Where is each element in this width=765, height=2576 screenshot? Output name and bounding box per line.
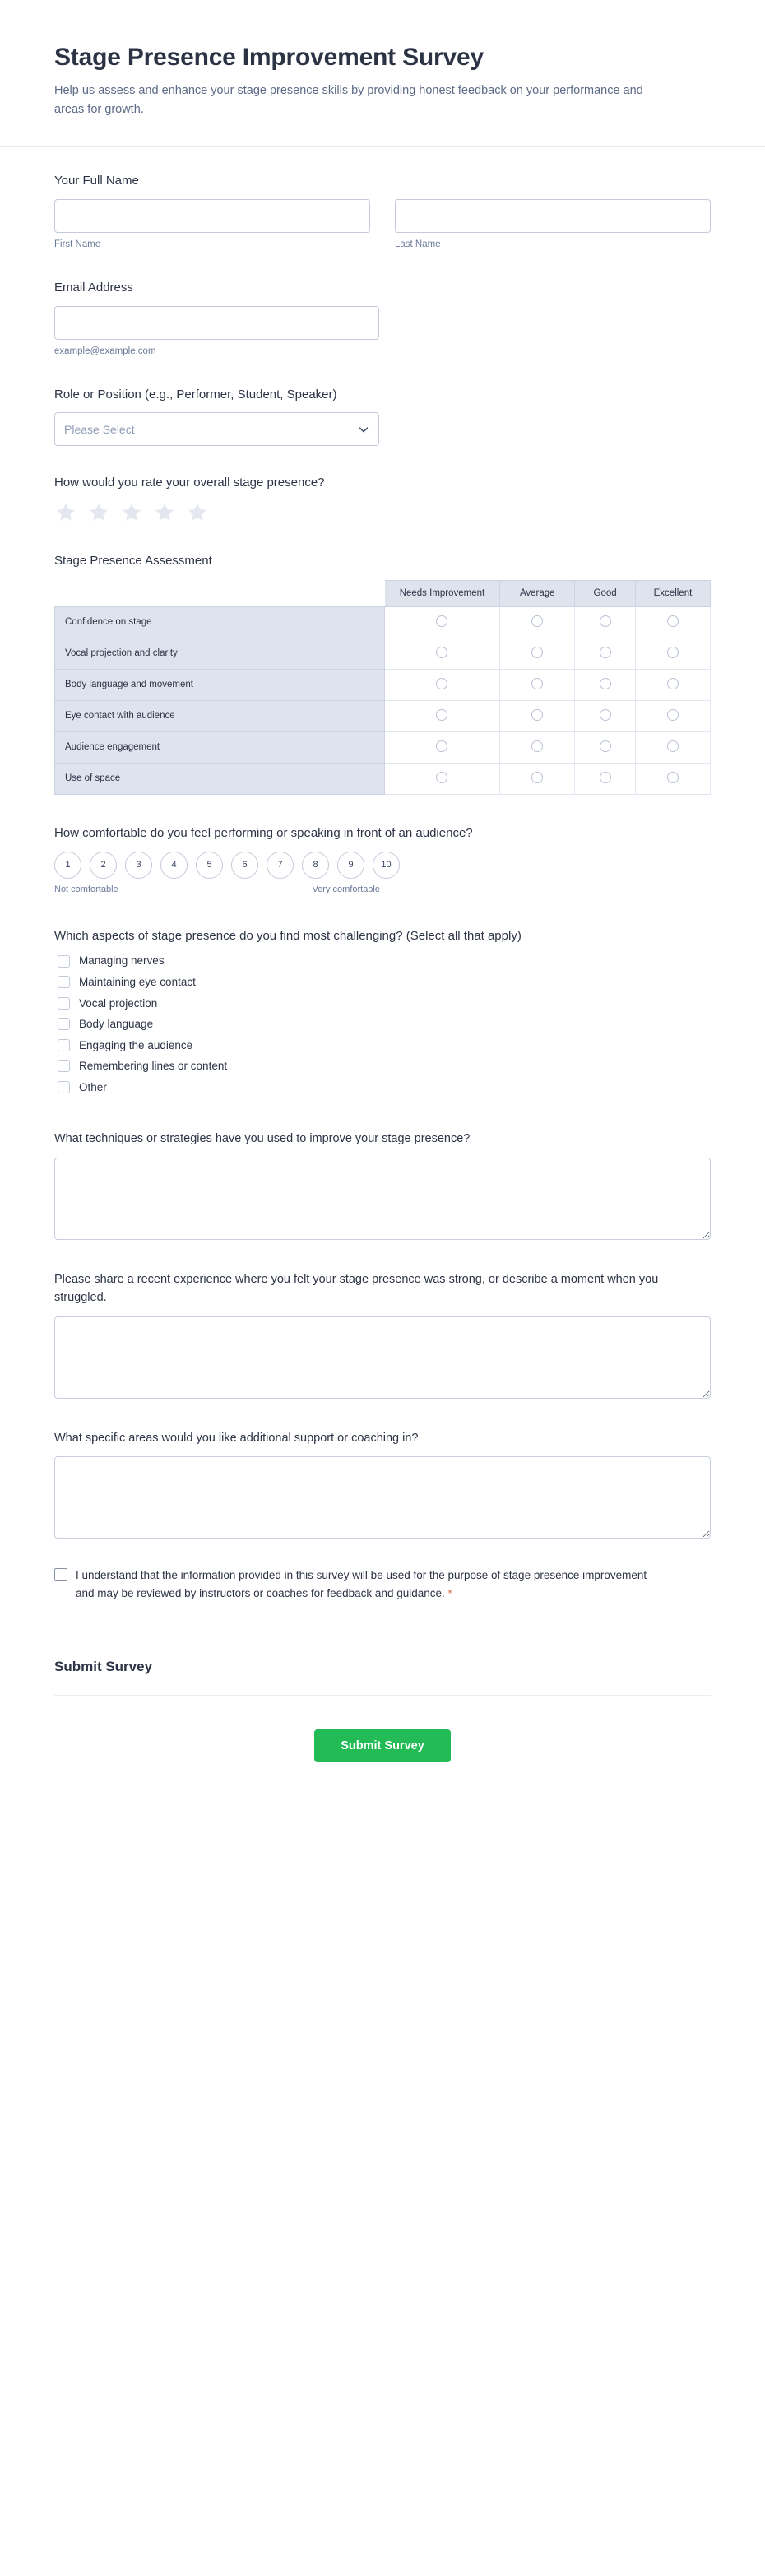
radio-button[interactable]: [531, 709, 543, 721]
field-role: [54, 386, 711, 447]
matrix-cell[interactable]: [575, 701, 636, 732]
techniques-textarea[interactable]: [54, 1158, 711, 1240]
matrix-cell[interactable]: [636, 732, 711, 764]
matrix-row-label: Confidence on stage: [54, 606, 385, 638]
checkbox[interactable]: [58, 1060, 70, 1072]
first-name-sublabel: First Name: [54, 239, 101, 250]
matrix-cell[interactable]: [500, 670, 575, 701]
matrix-column-header: Average: [500, 580, 575, 606]
radio-button[interactable]: [667, 709, 679, 721]
scale-high-label: Very comfortable: [312, 884, 380, 894]
submit-survey-button[interactable]: Submit Survey: [314, 1729, 451, 1762]
checkbox[interactable]: [58, 1081, 70, 1093]
star-icon[interactable]: [153, 501, 176, 524]
first-name-input[interactable]: [54, 199, 370, 233]
table-row: [54, 670, 711, 701]
matrix-cell[interactable]: [575, 670, 636, 701]
matrix-cell[interactable]: [500, 638, 575, 670]
name-row: [54, 199, 711, 251]
radio-button[interactable]: [531, 615, 543, 627]
matrix-cell[interactable]: [385, 638, 501, 670]
field-consent[interactable]: [54, 1566, 663, 1603]
star-icon[interactable]: [54, 501, 77, 524]
role-select-wrap[interactable]: [54, 412, 379, 446]
support-areas-label: What specific areas would you like additional support or coaching in?: [54, 1431, 419, 1445]
table-header-row: [54, 580, 711, 606]
assessment-table: [54, 580, 711, 795]
matrix-cell[interactable]: [636, 764, 711, 795]
matrix-row-label: Eye contact with audience: [54, 701, 385, 732]
matrix-cell[interactable]: [636, 701, 711, 732]
page-subtitle: Help us assess and enhance your stage presence skills by providing honest feedback on your performance and areas for growth.: [54, 84, 643, 116]
matrix-cell[interactable]: [575, 732, 636, 764]
form-header: [0, 0, 765, 147]
radio-button[interactable]: [531, 740, 543, 752]
checkbox[interactable]: [58, 1018, 70, 1030]
radio-button[interactable]: [436, 709, 447, 721]
field-overall-rating: [54, 474, 711, 524]
matrix-column-header: Excellent: [636, 580, 711, 606]
checkbox-label: Engaging the audience: [79, 1038, 193, 1051]
scale-option-7[interactable]: 7: [267, 852, 294, 879]
scale-option-3[interactable]: 3: [125, 852, 152, 879]
field-full-name: [54, 172, 711, 251]
role-label: Role or Position (e.g., Performer, Student, Speaker): [54, 387, 337, 401]
radio-button[interactable]: [436, 647, 447, 658]
table-row: [54, 732, 711, 764]
matrix-row-label: Audience engagement: [54, 732, 385, 764]
matrix-cell[interactable]: [636, 638, 711, 670]
list-item[interactable]: [54, 1017, 711, 1032]
table-row: [54, 606, 711, 638]
consent-text: I understand that the information provided in this survey will be used for the purpose of stage presence improvement and may be reviewed by instructors or coaches for feedback and guidance.: [76, 1569, 647, 1600]
last-name-input[interactable]: [395, 199, 711, 233]
comfort-scale-group[interactable]: [54, 852, 711, 879]
radio-button[interactable]: [436, 678, 447, 689]
scale-option-8[interactable]: 8: [302, 852, 329, 879]
list-item[interactable]: [54, 975, 711, 990]
scale-option-10[interactable]: 10: [373, 852, 400, 879]
email-input[interactable]: [54, 306, 379, 340]
matrix-row-label: Use of space: [54, 764, 385, 795]
consent-label: [76, 1566, 663, 1603]
star-icon[interactable]: [87, 501, 110, 524]
radio-button[interactable]: [531, 772, 543, 783]
overall-rating-label: How would you rate your overall stage presence?: [54, 476, 325, 490]
table-row: [54, 701, 711, 732]
list-item[interactable]: [54, 954, 711, 968]
radio-button[interactable]: [600, 709, 611, 721]
challenges-label: Which aspects of stage presence do you find most challenging? (Select all that apply): [54, 928, 522, 943]
list-item[interactable]: [54, 1038, 711, 1053]
star-rating-group[interactable]: [54, 501, 711, 524]
matrix-cell[interactable]: [385, 606, 501, 638]
radio-button[interactable]: [667, 772, 679, 783]
checkbox-label: Maintaining eye contact: [79, 976, 196, 988]
matrix-cell[interactable]: [575, 764, 636, 795]
matrix-corner-cell: [54, 580, 385, 606]
radio-button[interactable]: [436, 772, 447, 783]
radio-button[interactable]: [436, 740, 447, 752]
matrix-cell[interactable]: [575, 606, 636, 638]
first-name-col: [54, 199, 370, 251]
matrix-cell[interactable]: [500, 732, 575, 764]
radio-button[interactable]: [531, 647, 543, 658]
matrix-cell[interactable]: [385, 701, 501, 732]
scale-low-label: Not comfortable: [54, 884, 118, 894]
radio-button[interactable]: [667, 740, 679, 752]
email-label: Email Address: [54, 281, 133, 295]
full-name-label: Your Full Name: [54, 174, 139, 188]
comfort-scale-label: How comfortable do you feel performing or speaking in front of an audience?: [54, 825, 473, 840]
scale-option-5[interactable]: 5: [196, 852, 223, 879]
scale-option-4[interactable]: 4: [160, 852, 188, 879]
table-row: [54, 638, 711, 670]
field-support-areas: [54, 1430, 711, 1539]
matrix-cell[interactable]: [575, 638, 636, 670]
radio-button[interactable]: [667, 678, 679, 689]
star-icon[interactable]: [120, 501, 143, 524]
matrix-cell[interactable]: [385, 670, 501, 701]
scale-option-9[interactable]: 9: [337, 852, 364, 879]
checkbox[interactable]: [58, 1039, 70, 1051]
radio-button[interactable]: [600, 740, 611, 752]
checkbox[interactable]: [58, 976, 70, 988]
radio-button[interactable]: [600, 678, 611, 689]
radio-button[interactable]: [667, 647, 679, 658]
last-name-col: [395, 199, 711, 251]
scale-option-1[interactable]: 1: [54, 852, 81, 879]
form-footer: [0, 1696, 765, 1799]
matrix-cell[interactable]: [385, 764, 501, 795]
checkbox-label: Other: [79, 1080, 107, 1093]
techniques-label: What techniques or strategies have you used to improve your stage presence?: [54, 1132, 471, 1146]
matrix-row-label: Vocal projection and clarity: [54, 638, 385, 670]
radio-button[interactable]: [667, 615, 679, 627]
experience-textarea[interactable]: [54, 1316, 711, 1399]
field-assessment-matrix: [54, 552, 711, 795]
matrix-cell[interactable]: [500, 764, 575, 795]
field-email: [54, 279, 711, 358]
scale-legend: [54, 884, 380, 894]
form-body: [0, 147, 765, 1696]
scale-option-6[interactable]: 6: [231, 852, 258, 879]
checkbox-label: Managing nerves: [79, 954, 165, 968]
list-item[interactable]: [54, 1080, 711, 1095]
list-item[interactable]: [54, 1059, 711, 1074]
checkbox[interactable]: [58, 997, 70, 1010]
matrix-cell[interactable]: [636, 606, 711, 638]
matrix-cell[interactable]: [385, 732, 501, 764]
field-challenges: [54, 927, 711, 1095]
assessment-label: Stage Presence Assessment: [54, 554, 212, 569]
star-icon[interactable]: [186, 501, 209, 524]
list-item[interactable]: [54, 996, 711, 1011]
challenges-checkbox-list: [54, 954, 711, 1094]
checkbox-label: Body language: [79, 1018, 154, 1031]
submit-section-heading: Submit Survey: [54, 1659, 153, 1674]
email-sublabel: example@example.com: [54, 346, 156, 356]
table-row: [54, 764, 711, 795]
field-comfort-scale: [54, 824, 711, 894]
radio-button[interactable]: [436, 615, 447, 627]
matrix-cell[interactable]: [500, 606, 575, 638]
matrix-cell[interactable]: [636, 670, 711, 701]
matrix-row-label: Body language and movement: [54, 670, 385, 701]
radio-button[interactable]: [600, 772, 611, 783]
consent-checkbox[interactable]: [54, 1568, 67, 1581]
matrix-cell[interactable]: [500, 701, 575, 732]
required-asterisk: *: [447, 1587, 452, 1600]
scale-option-2[interactable]: 2: [90, 852, 117, 879]
field-techniques: [54, 1130, 711, 1240]
matrix-column-header: Good: [575, 580, 636, 606]
field-experience: [54, 1271, 711, 1399]
matrix-column-header: Needs Improvement: [385, 580, 501, 606]
radio-button[interactable]: [531, 678, 543, 689]
checkbox[interactable]: [58, 955, 70, 968]
last-name-sublabel: Last Name: [395, 239, 441, 250]
experience-label: Please share a recent experience where you felt your stage presence was strong, or describe a moment when you struggled.: [54, 1273, 659, 1304]
email-col: [54, 306, 379, 358]
checkbox-label: Remembering lines or content: [79, 1060, 228, 1073]
radio-button[interactable]: [600, 615, 611, 627]
checkbox-label: Vocal projection: [79, 996, 158, 1010]
support-areas-textarea[interactable]: [54, 1456, 711, 1539]
radio-button[interactable]: [600, 647, 611, 658]
role-select[interactable]: Please Select: [54, 412, 379, 446]
page-title: Stage Presence Improvement Survey: [54, 44, 484, 71]
